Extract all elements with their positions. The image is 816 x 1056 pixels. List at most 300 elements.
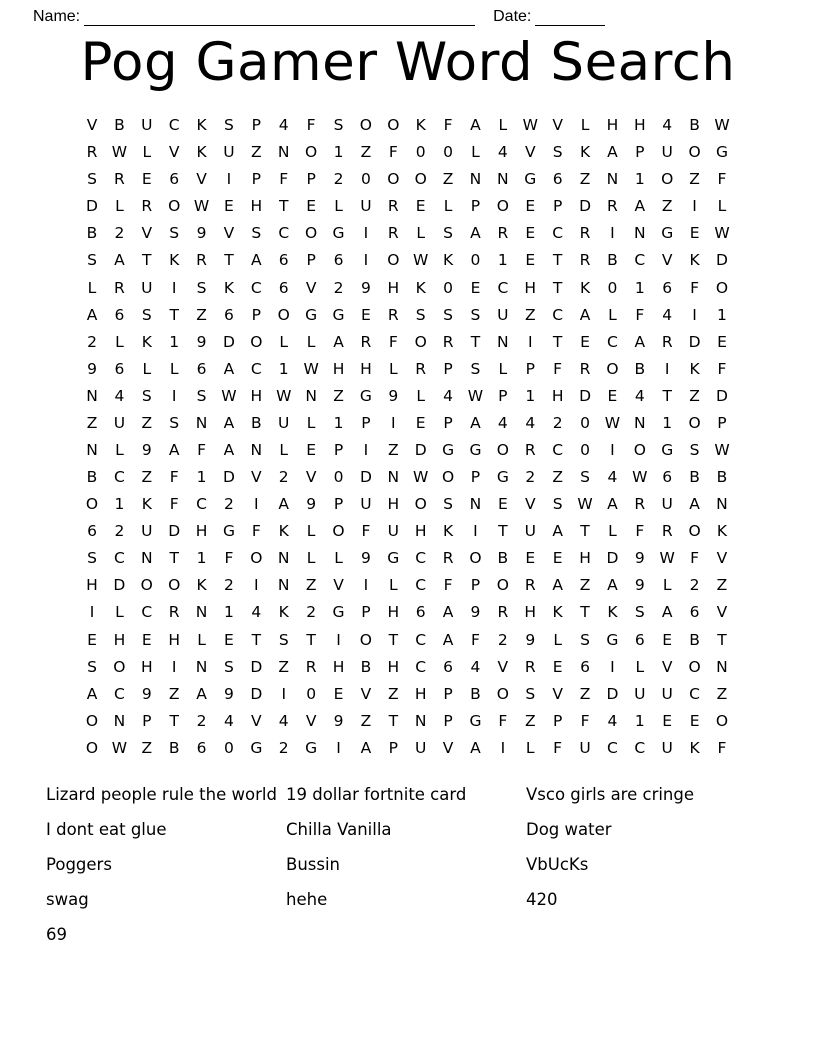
grid-cell[interactable]: R bbox=[634, 495, 646, 514]
grid-cell[interactable]: P bbox=[443, 684, 453, 703]
grid-cell[interactable]: S bbox=[169, 413, 180, 432]
grid-cell[interactable]: Z bbox=[689, 386, 700, 405]
grid-cell[interactable]: N bbox=[195, 603, 208, 622]
grid-cell[interactable]: E bbox=[333, 684, 344, 703]
word-list-item[interactable]: Poggers bbox=[46, 854, 112, 874]
grid-cell[interactable]: D bbox=[113, 576, 126, 595]
grid-cell[interactable]: O bbox=[168, 197, 181, 216]
grid-cell[interactable]: W bbox=[714, 224, 730, 243]
grid-cell[interactable]: N bbox=[497, 332, 509, 351]
grid-cell[interactable]: S bbox=[580, 468, 590, 487]
grid-cell[interactable]: 1 bbox=[525, 386, 536, 405]
grid-cell[interactable]: H bbox=[524, 603, 537, 622]
grid-cell[interactable]: W bbox=[303, 359, 319, 378]
grid-cell[interactable]: O bbox=[85, 711, 99, 730]
grid-cell[interactable]: P bbox=[443, 359, 453, 378]
grid-cell[interactable]: K bbox=[196, 143, 207, 162]
grid-cell[interactable]: E bbox=[580, 332, 590, 351]
grid-cell[interactable]: 9 bbox=[525, 630, 536, 649]
grid-cell[interactable]: I bbox=[226, 170, 232, 189]
grid-cell[interactable]: K bbox=[689, 251, 700, 270]
grid-cell[interactable]: C bbox=[634, 251, 646, 270]
grid-cell[interactable]: P bbox=[552, 197, 563, 216]
grid-cell[interactable]: F bbox=[553, 738, 563, 757]
grid-cell[interactable]: R bbox=[661, 332, 673, 351]
grid-cell[interactable]: 0 bbox=[443, 278, 454, 297]
grid-cell[interactable]: R bbox=[497, 224, 509, 243]
grid-cell[interactable]: N bbox=[497, 170, 509, 189]
grid-cell[interactable]: 0 bbox=[415, 143, 426, 162]
grid-cell[interactable]: K bbox=[716, 522, 728, 541]
grid-cell[interactable]: N bbox=[634, 224, 646, 243]
grid-cell[interactable]: R bbox=[168, 603, 180, 622]
grid-cell[interactable]: V bbox=[86, 116, 98, 135]
grid-cell[interactable]: E bbox=[552, 657, 563, 676]
grid-cell[interactable]: S bbox=[443, 224, 453, 243]
grid-cell[interactable]: R bbox=[579, 224, 591, 243]
grid-cell[interactable]: N bbox=[387, 468, 400, 487]
grid-cell[interactable]: Z bbox=[442, 170, 454, 189]
grid-cell[interactable]: U bbox=[387, 522, 399, 541]
grid-cell[interactable]: O bbox=[140, 576, 153, 595]
grid-cell[interactable]: O bbox=[387, 251, 400, 270]
grid-cell[interactable]: U bbox=[141, 278, 153, 297]
grid-cell[interactable]: V bbox=[168, 143, 180, 162]
grid-cell[interactable]: D bbox=[222, 332, 235, 351]
grid-cell[interactable]: 9 bbox=[196, 224, 207, 243]
grid-cell[interactable]: B bbox=[689, 468, 700, 487]
grid-cell[interactable]: 1 bbox=[717, 305, 727, 324]
grid-cell[interactable]: H bbox=[86, 576, 98, 595]
grid-cell[interactable]: 2 bbox=[196, 711, 207, 730]
grid-cell[interactable]: V bbox=[716, 549, 728, 568]
grid-cell[interactable]: S bbox=[470, 305, 481, 324]
grid-cell[interactable]: K bbox=[141, 332, 152, 351]
grid-cell[interactable]: F bbox=[580, 711, 590, 730]
grid-cell[interactable]: 6 bbox=[169, 170, 180, 189]
grid-cell[interactable]: B bbox=[86, 468, 98, 487]
word-list-item[interactable]: Chilla Vanilla bbox=[286, 819, 392, 839]
grid-cell[interactable]: U bbox=[579, 738, 591, 757]
grid-cell[interactable]: L bbox=[388, 359, 398, 378]
grid-cell[interactable]: 1 bbox=[662, 413, 673, 432]
grid-cell[interactable]: H bbox=[332, 359, 345, 378]
word-list-item[interactable]: I dont eat glue bbox=[46, 819, 167, 839]
grid-cell[interactable]: T bbox=[306, 630, 316, 649]
grid-cell[interactable]: 2 bbox=[278, 738, 289, 757]
grid-cell[interactable]: U bbox=[661, 738, 673, 757]
grid-cell[interactable]: P bbox=[361, 603, 371, 622]
grid-cell[interactable]: E bbox=[689, 711, 700, 730]
grid-cell[interactable]: Z bbox=[552, 468, 563, 487]
grid-cell[interactable]: 0 bbox=[224, 738, 234, 757]
grid-cell[interactable]: L bbox=[306, 332, 316, 351]
grid-cell[interactable]: P bbox=[470, 468, 481, 487]
grid-cell[interactable]: R bbox=[196, 251, 207, 270]
grid-cell[interactable]: K bbox=[141, 495, 152, 514]
grid-cell[interactable]: F bbox=[635, 522, 645, 541]
grid-cell[interactable]: L bbox=[416, 224, 425, 243]
grid-cell[interactable]: 0 bbox=[580, 413, 590, 432]
grid-cell[interactable]: 2 bbox=[552, 413, 563, 432]
grid-cell[interactable]: L bbox=[525, 738, 535, 757]
word-list-item[interactable]: Vsco girls are cringe bbox=[526, 784, 695, 804]
grid-cell[interactable]: I bbox=[336, 738, 341, 757]
grid-cell[interactable]: D bbox=[716, 386, 728, 405]
grid-cell[interactable]: A bbox=[114, 251, 125, 270]
grid-cell[interactable]: I bbox=[692, 197, 697, 216]
grid-cell[interactable]: 6 bbox=[224, 305, 234, 324]
grid-cell[interactable]: T bbox=[470, 332, 481, 351]
grid-cell[interactable]: 0 bbox=[470, 251, 481, 270]
grid-cell[interactable]: R bbox=[579, 251, 591, 270]
grid-cell[interactable]: 4 bbox=[114, 386, 125, 405]
grid-cell[interactable]: 6 bbox=[662, 278, 673, 297]
grid-cell[interactable]: B bbox=[86, 224, 98, 243]
grid-cell[interactable]: I bbox=[281, 684, 287, 703]
grid-cell[interactable]: S bbox=[443, 495, 453, 514]
grid-cell[interactable]: O bbox=[387, 116, 400, 135]
grid-cell[interactable]: B bbox=[607, 251, 618, 270]
grid-cell[interactable]: D bbox=[250, 684, 263, 703]
grid-cell[interactable]: P bbox=[498, 386, 508, 405]
grid-cell[interactable]: K bbox=[579, 143, 591, 162]
grid-cell[interactable]: 2 bbox=[333, 170, 344, 189]
grid-cell[interactable]: S bbox=[634, 603, 645, 622]
grid-cell[interactable]: W bbox=[413, 468, 429, 487]
grid-cell[interactable]: 2 bbox=[87, 332, 97, 351]
grid-cell[interactable]: Z bbox=[168, 684, 180, 703]
grid-cell[interactable]: 0 bbox=[607, 278, 618, 297]
grid-cell[interactable]: C bbox=[415, 657, 427, 676]
grid-cell[interactable]: V bbox=[251, 468, 262, 487]
grid-cell[interactable]: K bbox=[196, 576, 207, 595]
word-list-item[interactable]: Dog water bbox=[526, 819, 612, 839]
grid-cell[interactable]: S bbox=[87, 657, 97, 676]
grid-cell[interactable]: C bbox=[552, 305, 564, 324]
grid-cell[interactable]: P bbox=[470, 197, 481, 216]
grid-cell[interactable]: A bbox=[168, 440, 180, 459]
grid-cell[interactable]: A bbox=[552, 576, 563, 595]
grid-cell[interactable]: Z bbox=[278, 657, 290, 676]
grid-cell[interactable]: S bbox=[470, 359, 481, 378]
grid-cell[interactable]: N bbox=[113, 711, 126, 730]
grid-cell[interactable]: T bbox=[142, 251, 152, 270]
grid-cell[interactable]: E bbox=[224, 630, 234, 649]
grid-cell[interactable]: 1 bbox=[634, 170, 645, 189]
grid-cell[interactable]: 9 bbox=[306, 495, 317, 514]
grid-cell[interactable]: 4 bbox=[634, 386, 645, 405]
grid-cell[interactable]: G bbox=[332, 305, 345, 324]
grid-cell[interactable]: 9 bbox=[360, 549, 371, 568]
grid-cell[interactable]: H bbox=[551, 386, 564, 405]
grid-cell[interactable]: Z bbox=[360, 143, 372, 162]
grid-cell[interactable]: K bbox=[442, 522, 454, 541]
grid-cell[interactable]: A bbox=[86, 305, 98, 324]
grid-cell[interactable]: 6 bbox=[689, 603, 700, 622]
grid-cell[interactable]: P bbox=[443, 413, 453, 432]
grid-cell[interactable]: N bbox=[305, 386, 317, 405]
grid-cell[interactable]: O bbox=[168, 576, 181, 595]
grid-cell[interactable]: C bbox=[113, 684, 125, 703]
grid-cell[interactable]: A bbox=[689, 495, 700, 514]
grid-cell[interactable]: 4 bbox=[662, 305, 673, 324]
name-blank-line[interactable] bbox=[84, 12, 475, 26]
grid-cell[interactable]: I bbox=[363, 576, 369, 595]
grid-cell[interactable]: G bbox=[606, 630, 619, 649]
grid-cell[interactable]: U bbox=[661, 143, 673, 162]
grid-cell[interactable]: T bbox=[717, 630, 727, 649]
grid-cell[interactable]: E bbox=[717, 332, 727, 351]
grid-cell[interactable]: O bbox=[661, 170, 674, 189]
grid-cell[interactable]: Z bbox=[86, 413, 98, 432]
grid-cell[interactable]: G bbox=[250, 738, 263, 757]
grid-cell[interactable]: T bbox=[169, 711, 179, 730]
grid-cell[interactable]: S bbox=[87, 549, 97, 568]
grid-cell[interactable]: V bbox=[305, 711, 317, 730]
grid-cell[interactable]: K bbox=[278, 522, 289, 541]
grid-cell[interactable]: L bbox=[115, 603, 124, 622]
grid-cell[interactable]: S bbox=[196, 386, 207, 405]
grid-cell[interactable]: I bbox=[692, 305, 697, 324]
grid-cell[interactable]: V bbox=[360, 684, 372, 703]
grid-cell[interactable]: H bbox=[606, 116, 619, 135]
grid-cell[interactable]: R bbox=[387, 224, 399, 243]
grid-cell[interactable]: W bbox=[714, 116, 730, 135]
grid-cell[interactable]: W bbox=[714, 440, 730, 459]
grid-cell[interactable]: 4 bbox=[607, 711, 618, 730]
grid-cell[interactable]: U bbox=[661, 495, 673, 514]
grid-cell[interactable]: P bbox=[306, 251, 316, 270]
word-list-item[interactable]: 420 bbox=[526, 889, 558, 909]
grid-cell[interactable]: 2 bbox=[278, 468, 289, 487]
grid-cell[interactable]: 4 bbox=[278, 116, 289, 135]
grid-cell[interactable]: 9 bbox=[196, 332, 207, 351]
grid-cell[interactable]: T bbox=[580, 522, 590, 541]
grid-cell[interactable]: F bbox=[361, 522, 371, 541]
grid-cell[interactable]: C bbox=[141, 603, 153, 622]
grid-cell[interactable]: L bbox=[416, 386, 425, 405]
grid-cell[interactable]: V bbox=[305, 468, 317, 487]
grid-cell[interactable]: 6 bbox=[662, 468, 673, 487]
grid-cell[interactable]: E bbox=[141, 630, 152, 649]
grid-cell[interactable]: 4 bbox=[497, 413, 508, 432]
grid-cell[interactable]: Z bbox=[141, 738, 153, 757]
grid-cell[interactable]: K bbox=[689, 359, 700, 378]
grid-cell[interactable]: H bbox=[387, 278, 400, 297]
grid-cell[interactable]: H bbox=[579, 549, 591, 568]
grid-cell[interactable]: O bbox=[606, 359, 619, 378]
grid-cell[interactable]: N bbox=[195, 657, 208, 676]
grid-cell[interactable]: E bbox=[470, 278, 481, 297]
grid-cell[interactable]: W bbox=[632, 468, 648, 487]
grid-cell[interactable]: I bbox=[254, 576, 259, 595]
grid-cell[interactable]: A bbox=[223, 440, 235, 459]
grid-cell[interactable]: S bbox=[224, 116, 234, 135]
grid-cell[interactable]: O bbox=[441, 468, 455, 487]
grid-cell[interactable]: 9 bbox=[87, 359, 97, 378]
grid-cell[interactable]: 4 bbox=[470, 657, 481, 676]
grid-cell[interactable]: V bbox=[223, 224, 235, 243]
grid-cell[interactable]: 9 bbox=[634, 549, 645, 568]
grid-cell[interactable]: 6 bbox=[114, 359, 125, 378]
grid-cell[interactable]: W bbox=[276, 386, 292, 405]
grid-cell[interactable]: V bbox=[661, 251, 673, 270]
grid-cell[interactable]: 6 bbox=[114, 305, 125, 324]
grid-cell[interactable]: G bbox=[469, 711, 482, 730]
grid-cell[interactable]: P bbox=[142, 711, 152, 730]
grid-cell[interactable]: 6 bbox=[634, 630, 645, 649]
grid-cell[interactable]: 0 bbox=[443, 143, 454, 162]
grid-cell[interactable]: A bbox=[442, 603, 454, 622]
grid-cell[interactable]: F bbox=[553, 359, 563, 378]
grid-cell[interactable]: C bbox=[607, 332, 618, 351]
grid-cell[interactable]: C bbox=[415, 549, 427, 568]
grid-cell[interactable]: F bbox=[471, 630, 480, 649]
grid-cell[interactable]: G bbox=[524, 170, 537, 189]
grid-cell[interactable]: P bbox=[333, 495, 344, 514]
grid-cell[interactable]: Z bbox=[387, 440, 399, 459]
grid-cell[interactable]: W bbox=[522, 116, 538, 135]
grid-cell[interactable]: 9 bbox=[634, 576, 645, 595]
grid-cell[interactable]: N bbox=[140, 549, 153, 568]
grid-cell[interactable]: O bbox=[387, 170, 400, 189]
word-list-item[interactable]: hehe bbox=[286, 889, 328, 909]
grid-cell[interactable]: H bbox=[387, 603, 400, 622]
grid-cell[interactable]: B bbox=[470, 684, 481, 703]
grid-cell[interactable]: P bbox=[717, 413, 727, 432]
grid-cell[interactable]: T bbox=[498, 522, 508, 541]
grid-cell[interactable]: E bbox=[525, 224, 536, 243]
grid-cell[interactable]: P bbox=[552, 711, 563, 730]
grid-cell[interactable]: S bbox=[552, 495, 563, 514]
grid-cell[interactable]: B bbox=[689, 630, 700, 649]
grid-cell[interactable]: 4 bbox=[497, 143, 508, 162]
grid-cell[interactable]: O bbox=[496, 684, 509, 703]
grid-cell[interactable]: O bbox=[250, 549, 263, 568]
grid-cell[interactable]: T bbox=[388, 711, 399, 730]
grid-cell[interactable]: 6 bbox=[278, 251, 289, 270]
grid-cell[interactable]: Z bbox=[333, 386, 344, 405]
grid-cell[interactable]: L bbox=[169, 359, 179, 378]
grid-cell[interactable]: I bbox=[171, 657, 177, 676]
grid-cell[interactable]: 1 bbox=[224, 603, 234, 622]
grid-cell[interactable]: 9 bbox=[388, 386, 399, 405]
grid-cell[interactable]: Z bbox=[524, 711, 536, 730]
grid-cell[interactable]: H bbox=[387, 657, 400, 676]
grid-cell[interactable]: E bbox=[224, 197, 234, 216]
grid-cell[interactable]: 1 bbox=[333, 143, 344, 162]
grid-cell[interactable]: R bbox=[524, 576, 536, 595]
grid-cell[interactable]: P bbox=[443, 711, 453, 730]
grid-cell[interactable]: 9 bbox=[333, 711, 344, 730]
grid-cell[interactable]: T bbox=[251, 630, 262, 649]
grid-cell[interactable]: N bbox=[634, 413, 646, 432]
grid-cell[interactable]: H bbox=[332, 657, 345, 676]
grid-cell[interactable]: E bbox=[662, 711, 673, 730]
grid-cell[interactable]: D bbox=[716, 251, 728, 270]
grid-cell[interactable]: V bbox=[661, 657, 673, 676]
grid-cell[interactable]: R bbox=[579, 359, 591, 378]
grid-cell[interactable]: E bbox=[552, 549, 563, 568]
grid-cell[interactable]: F bbox=[251, 522, 261, 541]
grid-cell[interactable]: A bbox=[661, 603, 673, 622]
grid-cell[interactable]: C bbox=[552, 224, 564, 243]
grid-cell[interactable]: O bbox=[359, 630, 372, 649]
grid-cell[interactable]: K bbox=[223, 278, 235, 297]
grid-cell[interactable]: 2 bbox=[224, 576, 234, 595]
grid-cell[interactable]: R bbox=[442, 549, 454, 568]
grid-cell[interactable]: O bbox=[85, 738, 99, 757]
grid-cell[interactable]: V bbox=[305, 278, 317, 297]
grid-cell[interactable]: B bbox=[360, 657, 372, 676]
grid-cell[interactable]: H bbox=[524, 278, 537, 297]
grid-cell[interactable]: 4 bbox=[251, 603, 262, 622]
grid-cell[interactable]: 9 bbox=[360, 278, 371, 297]
grid-cell[interactable]: H bbox=[140, 657, 153, 676]
grid-cell[interactable]: 9 bbox=[141, 440, 152, 459]
word-list-item[interactable]: 19 dollar fortnite card bbox=[286, 784, 467, 804]
grid-cell[interactable]: N bbox=[716, 657, 728, 676]
grid-cell[interactable]: H bbox=[387, 495, 400, 514]
grid-cell[interactable]: K bbox=[278, 603, 289, 622]
grid-cell[interactable]: I bbox=[363, 251, 369, 270]
grid-cell[interactable]: U bbox=[497, 305, 509, 324]
grid-cell[interactable]: U bbox=[634, 684, 646, 703]
grid-cell[interactable]: I bbox=[89, 603, 95, 622]
grid-cell[interactable]: U bbox=[141, 116, 153, 135]
grid-cell[interactable]: D bbox=[606, 549, 619, 568]
grid-cell[interactable]: G bbox=[222, 522, 235, 541]
grid-cell[interactable]: N bbox=[277, 143, 290, 162]
grid-cell[interactable]: L bbox=[279, 332, 289, 351]
grid-cell[interactable]: V bbox=[552, 684, 563, 703]
grid-cell[interactable]: A bbox=[251, 251, 262, 270]
grid-cell[interactable]: A bbox=[579, 305, 591, 324]
grid-cell[interactable]: B bbox=[689, 116, 700, 135]
grid-cell[interactable]: Z bbox=[689, 170, 700, 189]
grid-cell[interactable]: K bbox=[689, 738, 700, 757]
grid-cell[interactable]: C bbox=[278, 224, 290, 243]
grid-cell[interactable]: 4 bbox=[607, 468, 618, 487]
grid-cell[interactable]: O bbox=[496, 440, 509, 459]
grid-cell[interactable]: S bbox=[141, 386, 152, 405]
grid-cell[interactable]: 0 bbox=[580, 440, 590, 459]
grid-cell[interactable]: L bbox=[608, 522, 617, 541]
grid-cell[interactable]: T bbox=[169, 305, 179, 324]
grid-cell[interactable]: Z bbox=[524, 305, 536, 324]
grid-cell[interactable]: H bbox=[414, 522, 427, 541]
grid-cell[interactable]: N bbox=[716, 495, 728, 514]
grid-cell[interactable]: S bbox=[87, 251, 97, 270]
grid-cell[interactable]: A bbox=[333, 332, 344, 351]
grid-cell[interactable]: S bbox=[525, 684, 536, 703]
grid-cell[interactable]: 0 bbox=[360, 170, 371, 189]
grid-cell[interactable]: N bbox=[195, 413, 208, 432]
grid-cell[interactable]: R bbox=[607, 197, 618, 216]
grid-cell[interactable]: 1 bbox=[634, 711, 645, 730]
grid-cell[interactable]: O bbox=[414, 332, 427, 351]
grid-cell[interactable]: S bbox=[443, 305, 453, 324]
grid-cell[interactable]: K bbox=[442, 251, 454, 270]
grid-cell[interactable]: S bbox=[141, 305, 152, 324]
grid-cell[interactable]: E bbox=[689, 224, 700, 243]
grid-cell[interactable]: A bbox=[196, 684, 207, 703]
grid-cell[interactable]: D bbox=[359, 468, 372, 487]
grid-cell[interactable]: 4 bbox=[662, 116, 673, 135]
grid-cell[interactable]: G bbox=[332, 603, 345, 622]
grid-cell[interactable]: K bbox=[579, 278, 591, 297]
